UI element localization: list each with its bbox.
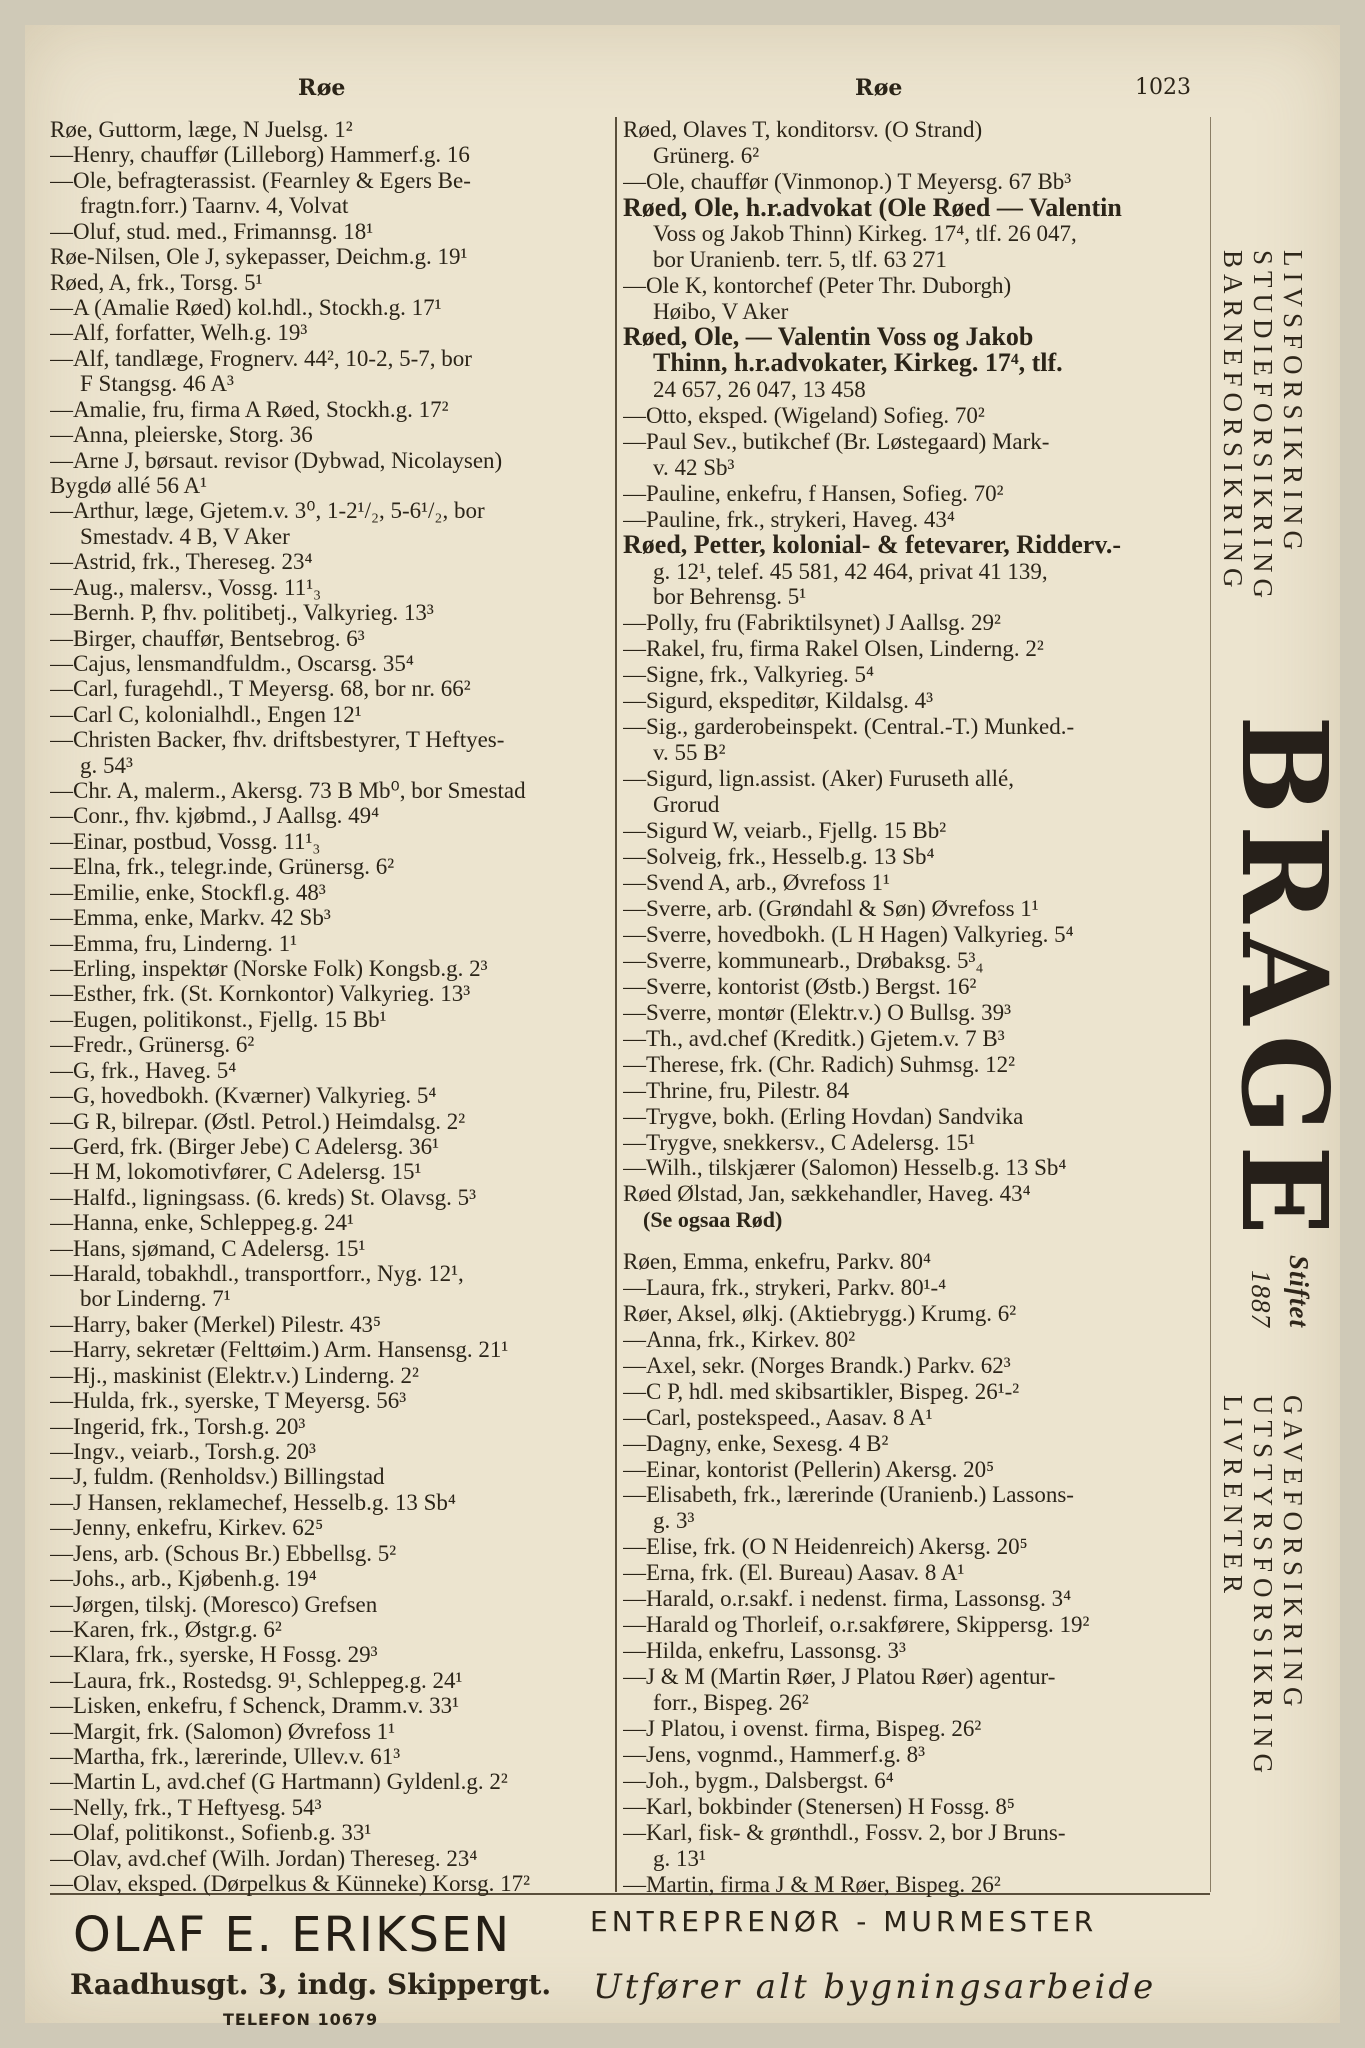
directory-line: —Christen Backer, fhv. driftsbestyrer, T Heftyes- (50, 727, 505, 753)
directory-line: Thinn, h.r.advokater, Kirkeg. 17⁴, tlf. (653, 350, 1063, 377)
directory-line: —Harald, o.r.sakf. i nedenst. firma, Lassonsg. 3⁴ (623, 1586, 1072, 1612)
directory-line: —Solveig, frk., Hesselb.g. 13 Sb⁴ (623, 844, 935, 870)
directory-line: —H M, lokomotivfører, C Adelersg. 15¹ (50, 1159, 422, 1185)
directory-line: —Harry, baker (Merkel) Pilestr. 43⁵ (50, 1311, 381, 1337)
directory-line: g. 13¹ (653, 1845, 706, 1871)
directory-line: —Alf, tandlæge, Frognerv. 44², 10-2, 5-7, bor (50, 345, 472, 371)
directory-line: —Amalie, fru, firma A Røed, Stockh.g. 17² (50, 396, 449, 422)
directory-line: —Cajus, lensmandfuldm., Oscarsg. 35⁴ (50, 650, 414, 676)
directory-line: —Jenny, enkefru, Kirkev. 62⁵ (50, 1515, 324, 1541)
directory-line: —J Hansen, reklamechef, Hesselb.g. 13 Sb⁴ (50, 1489, 456, 1515)
directory-line: bor Uranienb. terr. 5, tlf. 63 271 (653, 247, 947, 273)
directory-line: —Svend A, arb., Øvrefoss 1¹ (623, 869, 890, 895)
directory-line: —G, frk., Haveg. 5⁴ (50, 1057, 237, 1083)
directory-line: —Harry, sekretær (Felttøim.) Arm. Hansensg. 21¹ (50, 1337, 509, 1363)
directory-line: Voss og Jakob Thinn) Kirkeg. 17⁴, tlf. 26 047, (653, 221, 1077, 247)
directory-line: —Elna, frk., telegr.inde, Grünersg. 6² (50, 854, 395, 880)
directory-line: —J Platou, i ovenst. firma, Bispeg. 26² (623, 1716, 982, 1742)
directory-line: bor Behrensg. 5¹ (653, 584, 807, 610)
directory-line: —Hj., maskinist (Elektr.v.) Linderng. 2² (50, 1362, 419, 1388)
directory-line: Bygdø allé 56 A¹ (50, 472, 208, 498)
directory-line: —Olav, avd.chef (Wilh. Jordan) Thereseg. 23⁴ (50, 1845, 478, 1871)
page-number: 1023 (1135, 75, 1191, 100)
brage-brand: BRAGE (1215, 715, 1354, 1246)
directory-line: —Astrid, frk., Thereseg. 23⁴ (50, 549, 313, 575)
directory-line: —Jens, arb. (Schous Br.) Ebbellsg. 5² (50, 1540, 397, 1566)
directory-line: —C P, hdl. med skibsartikler, Bispeg. 26¹-² (623, 1378, 1020, 1404)
directory-line: —Halfd., ligningsass. (6. kreds) St. Olavsg. 5³ (50, 1184, 476, 1210)
directory-line: —A (Amalie Røed) kol.hdl., Stockh.g. 17¹ (50, 295, 442, 321)
directory-line: —Fredr., Grünersg. 6² (50, 1032, 255, 1058)
directory-line: —Olaf, politikonst., Sofienb.g. 33¹ (50, 1820, 372, 1846)
contractor-ad-tagline: Utfører alt bygningsarbeide (593, 1967, 1157, 2007)
directory-line: —Erling, inspektør (Norske Folk) Kongsb.g. 2³ (50, 955, 488, 981)
right-directory-column (623, 117, 1208, 1897)
ad-line-studieforsikring: STUDIEFORSIKRING (1248, 250, 1278, 605)
directory-line: Grünerg. 6² (653, 143, 760, 169)
directory-line: —Arne J, børsaut. revisor (Dybwad, Nicolaysen) (50, 447, 503, 473)
directory-line: —Erna, frk. (El. Bureau) Aasav. 8 A¹ (623, 1560, 965, 1586)
directory-line: —Conr., fhv. kjøbmd., J Aallsg. 49⁴ (50, 803, 380, 829)
directory-line: —Hanna, enke, Schleppeg.g. 24¹ (50, 1210, 354, 1236)
directory-line: —Karen, frk., Østgr.g. 6² (50, 1616, 282, 1642)
directory-line: —Einar, postbud, Vossg. 11¹₃ (50, 828, 321, 854)
directory-line: —Birger, chauffør, Bentsebrog. 6³ (50, 625, 365, 651)
directory-line: bor Linderng. 7¹ (80, 1286, 231, 1312)
directory-line: —Emma, enke, Markv. 42 Sb³ (50, 905, 331, 931)
directory-line: —Jens, vognmd., Hammerf.g. 8³ (623, 1741, 926, 1767)
brage-side-ad (1215, 175, 1354, 1875)
directory-line: —Carl, furagehdl., T Meyersg. 68, bor nr. 66² (50, 676, 471, 702)
directory-line: forr., Bispeg. 26² (653, 1690, 809, 1716)
directory-line: 24 657, 26 047, 13 458 (653, 376, 866, 402)
directory-line: —Ingv., veiarb., Torsh.g. 20³ (50, 1439, 316, 1464)
directory-line: Røed, Ole, h.r.advokat (Ole Røed — Valentin (623, 194, 1122, 221)
directory-line: —Hulda, frk., syerske, T Meyersg. 56³ (50, 1388, 407, 1414)
directory-line: —Trygve, snekkersv., C Adelersg. 15¹ (623, 1129, 976, 1155)
directory-line: —Trygve, bokh. (Erling Hovdan) Sandvika (623, 1103, 1024, 1129)
directory-line: —Elise, frk. (O N Heidenreich) Akersg. 20⁵ (623, 1534, 1028, 1560)
eriksen-ad-name: OLAF E. ERIKSEN (73, 1907, 512, 1963)
directory-line: —Chr. A, malerm., Akersg. 73 B Mb⁰, bor Smestad (50, 778, 526, 804)
directory-line: Røed, Petter, kolonial- & fetevarer, Ridderv.- (623, 532, 1121, 559)
directory-line: —Hans, sjømand, C Adelersg. 15¹ (50, 1235, 366, 1261)
directory-line: —Paul Sev., butikchef (Br. Løstegaard) Mark- (623, 428, 1050, 454)
directory-line: —Karl, fisk- & grønthdl., Fossv. 2, bor J Bruns- (623, 1819, 1066, 1845)
directory-line: —Sigurd, lign.assist. (Aker) Furuseth allé, (623, 766, 1014, 792)
directory-line: fragtn.forr.) Taarnv. 4, Volvat (80, 193, 349, 219)
directory-line: g. 54³ (80, 752, 133, 778)
directory-line: —Thrine, fru, Pilestr. 84 (623, 1077, 850, 1103)
directory-line: —Wilh., tilskjærer (Salomon) Hesselb.g. 13 Sb⁴ (623, 1155, 1067, 1181)
directory-line: —Henry, chauffør (Lilleborg) Hammerf.g. 16 (50, 142, 470, 168)
directory-line: v. 55 B² (653, 740, 726, 766)
left-directory-column (50, 117, 640, 1897)
directory-line (623, 1233, 1208, 1249)
directory-line: —G R, bilrepar. (Østl. Petrol.) Heimdalsg. 2² (50, 1108, 466, 1134)
directory-line: Røed, Olaves T, konditorsv. (O Strand) (623, 117, 983, 143)
eriksen-ad-phone: TELEFON 10679 (223, 2010, 379, 2029)
ad-line-gaveforsikring: GAVEFORSIKRING (1278, 1395, 1308, 1713)
directory-line: Røer, Aksel, ølkj. (Aktiebrygg.) Krumg. 6² (623, 1300, 1017, 1326)
directory-line: —Carl, postekspeed., Aasav. 8 A¹ (623, 1404, 933, 1430)
ad-line-barneforsikring: BARNEFORSIKRING (1218, 250, 1248, 594)
directory-line: —Polly, fru (Fabriktilsynet) J Aallsg. 29² (623, 610, 1001, 636)
directory-line: —Karl, bokbinder (Stenersen) H Fossg. 8⁵ (623, 1793, 1015, 1819)
directory-line: —Harald, tobakhdl., transportforr., Nyg. 12¹, (50, 1261, 464, 1287)
directory-line: —Jørgen, tilskj. (Moresco) Grefsen (50, 1591, 378, 1617)
directory-line: —Joh., bygm., Dalsbergst. 6⁴ (623, 1767, 894, 1793)
directory-line: —Pauline, enkefru, f Hansen, Sofieg. 70² (623, 480, 1004, 506)
directory-line: —Harald og Thorleif, o.r.sakførere, Skippersg. 19² (623, 1612, 1090, 1638)
directory-line: —Laura, frk., strykeri, Parkv. 80¹-⁴ (623, 1274, 947, 1300)
directory-line: —Dagny, enke, Sexesg. 4 B² (623, 1430, 889, 1456)
directory-line: —Emma, fru, Linderng. 1¹ (50, 930, 298, 956)
directory-line: —Einar, kontorist (Pellerin) Akersg. 20⁵ (623, 1456, 995, 1482)
directory-line: —Anna, pleierske, Storg. 36 (50, 422, 313, 448)
directory-line: —Oluf, stud. med., Frimannsg. 18¹ (50, 218, 374, 244)
ad-line-livrenter: LIVRENTER (1218, 1395, 1248, 1599)
directory-line: —Klara, frk., syerske, H Fossg. 29³ (50, 1642, 378, 1668)
directory-line: —Ingerid, frk., Torsh.g. 20³ (50, 1413, 306, 1439)
directory-line: —Sverre, kommunearb., Drøbaksg. 5³₄ (623, 947, 984, 973)
directory-line: —Sverre, hovedbokh. (L H Hagen) Valkyrieg. 5⁴ (623, 921, 1074, 947)
directory-line: —Axel, sekr. (Norges Brandk.) Parkv. 62³ (623, 1352, 1011, 1378)
directory-line: Høibo, V Aker (653, 299, 789, 324)
founded-year: 1887 (1246, 1270, 1276, 1328)
ad-line-livsforsikring: LIVSFORSIKRING (1278, 250, 1308, 557)
directory-line: —Johs., arb., Kjøbenh.g. 19⁴ (50, 1566, 317, 1592)
directory-line: —Ole, chauffør (Vinmonop.) T Meyersg. 67 Bb³ (623, 169, 1072, 195)
directory-line: —Esther, frk. (St. Kornkontor) Valkyrieg. 13³ (50, 981, 471, 1007)
directory-line: —Bernh. P, fhv. politibetj., Valkyrieg. 13³ (50, 600, 434, 626)
directory-line: Røed Ølstad, Jan, sækkehandler, Haveg. 43⁴ (623, 1181, 1031, 1207)
directory-line: Røe-Nilsen, Ole J, sykepasser, Deichm.g. 19¹ (50, 244, 468, 270)
directory-line: —Sigurd, ekspeditør, Kildalsg. 4³ (623, 688, 934, 714)
directory-line: F Stangsg. 46 A³ (80, 371, 234, 397)
directory-line: —Ole, befragterassist. (Fearnley & Egers Be- (50, 167, 471, 193)
directory-line: Røen, Emma, enkefru, Parkv. 80⁴ (623, 1248, 932, 1274)
directory-line: —Signe, frk., Valkyrieg. 5⁴ (623, 662, 874, 688)
directory-line: Smestadv. 4 B, V Aker (80, 523, 290, 549)
directory-line: (Se ogsaa Rød) (643, 1207, 783, 1232)
directory-line: —Rakel, fru, firma Rakel Olsen, Linderng. 2² (623, 636, 1044, 662)
directory-line: Røed, A, frk., Torsg. 5¹ (50, 269, 263, 295)
directory-line: —Sig., garderobeinspekt. (Central.-T.) Munked.- (623, 714, 1075, 740)
directory-line: —Sverre, montør (Elektr.v.) O Bullsg. 39³ (623, 999, 1012, 1025)
directory-line: —Sigurd W, veiarb., Fjellg. 15 Bb² (623, 818, 947, 844)
directory-line: —Laura, frk., Rostedsg. 9¹, Schleppeg.g. 24¹ (50, 1667, 463, 1693)
directory-line: —Martha, frk., lærerinde, Ullev.v. 61³ (50, 1744, 401, 1770)
directory-line: g. 12¹, telef. 45 581, 42 464, privat 41 139, (653, 558, 1048, 584)
left-running-head: Røe (298, 75, 346, 101)
directory-line: —Sverre, kontorist (Østb.) Bergst. 16² (623, 973, 977, 999)
directory-line: Grorud (653, 792, 720, 818)
directory-line: —Emilie, enke, Stockfl.g. 48³ (50, 879, 326, 905)
directory-line: —Therese, frk. (Chr. Radich) Suhmsg. 12² (623, 1051, 1016, 1077)
side-ad-divider (1210, 117, 1211, 1892)
directory-line: —Ole K, kontorchef (Peter Thr. Duborgh) (623, 273, 1012, 299)
directory-line: —Lisken, enkefru, f Schenck, Dramm.v. 33¹ (50, 1693, 460, 1719)
founded-label: Stiftet (1284, 1255, 1314, 1328)
directory-line: —Margit, frk. (Salomon) Øvrefoss 1¹ (50, 1718, 396, 1744)
directory-line: v. 42 Sb³ (653, 454, 735, 480)
contractor-ad-title: ENTREPRENØR - MURMESTER (590, 1905, 1098, 1938)
right-running-head: Røe (855, 75, 903, 101)
directory-line: —Alf, forfatter, Welh.g. 19³ (50, 320, 308, 346)
directory-line: Røe, Guttorm, læge, N Juelsg. 1² (50, 117, 353, 143)
directory-line: Røed, Ole, — Valentin Voss og Jakob (623, 324, 1034, 351)
directory-line: —Arthur, læge, Gjetem.v. 3⁰, 1-2¹/₂, 5-6¹/₂, bor (50, 498, 485, 524)
directory-line: —Martin L, avd.chef (G Hartmann) Gyldenl.g. 2² (50, 1769, 508, 1795)
ad-line-utstyrsforsikring: UTSTYRSFORSIKRING (1248, 1395, 1278, 1780)
directory-line: —Aug., malersv., Vossg. 11¹₃ (50, 574, 322, 600)
eriksen-ad-address: Raadhusgt. 3, indg. Skippergt. (70, 1968, 552, 2001)
directory-line: —Martin, firma J & M Røer, Bispeg. 26² (623, 1871, 1001, 1897)
directory-line: —Eugen, politikonst., Fjellg. 15 Bb¹ (50, 1006, 387, 1032)
directory-line: —Olav, eksped. (Dørpelkus & Künneke) Korsg. 17² (50, 1871, 531, 1897)
directory-line: g. 3³ (653, 1508, 695, 1534)
directory-line: —Carl C, kolonialhdl., Engen 12¹ (50, 701, 362, 727)
directory-line: —Anna, frk., Kirkev. 80² (623, 1326, 856, 1352)
directory-line: —Th., avd.chef (Kreditk.) Gjetem.v. 7 B³ (623, 1025, 1005, 1051)
directory-line: —Pauline, frk., strykeri, Haveg. 43⁴ (623, 506, 955, 532)
directory-page (25, 25, 1354, 2029)
directory-line: —Elisabeth, frk., lærerinde (Uranienb.) Lassons- (623, 1482, 1074, 1508)
directory-line: —Hilda, enkefru, Lassonsg. 3³ (623, 1638, 906, 1664)
directory-line: —J, fuldm. (Renholdsv.) Billingstad (50, 1464, 385, 1490)
directory-line: —J & M (Martin Røer, J Platou Røer) agentur- (623, 1664, 1056, 1690)
directory-line: —Gerd, frk. (Birger Jebe) C Adelersg. 36¹ (50, 1133, 440, 1159)
directory-line: —Sverre, arb. (Grøndahl & Søn) Øvrefoss 1¹ (623, 895, 1039, 921)
directory-line: —G, hovedbokh. (Kværner) Valkyrieg. 5⁴ (50, 1083, 437, 1109)
directory-line: —Nelly, frk., T Heftyesg. 54³ (50, 1794, 322, 1820)
directory-line: —Otto, eksped. (Wigeland) Sofieg. 70² (623, 402, 985, 428)
